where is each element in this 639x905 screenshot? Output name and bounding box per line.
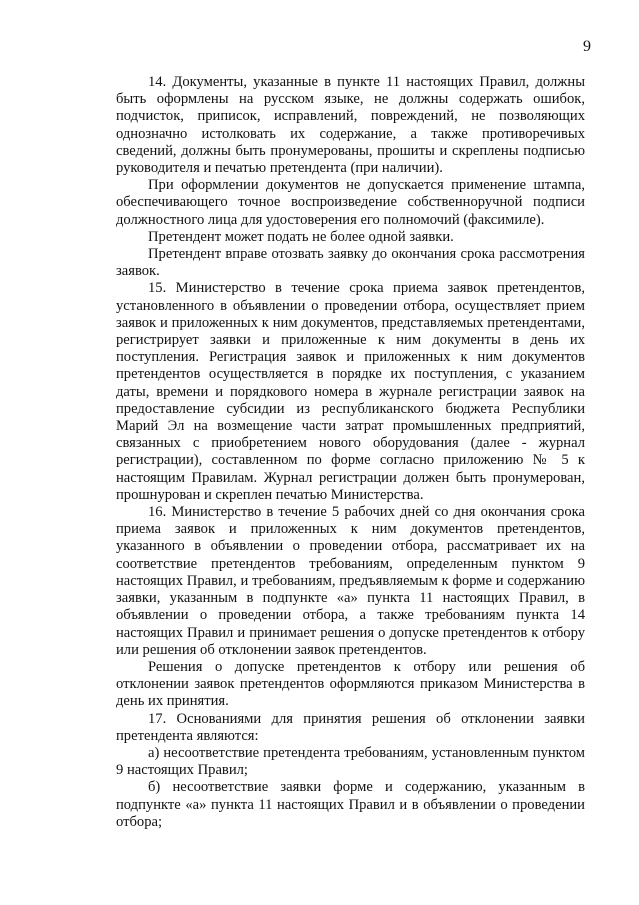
paragraph-subitem-a: а) несоответствие претендента требованиям, установленным пунктом 9 настоящих Правил; [116, 744, 585, 779]
paragraph-decisions: Решения о допуске претендентов к отбору или решения об отклонении заявок претендентов оформляются приказом Министерства в день их принятия. [116, 658, 585, 710]
document-body [116, 74, 585, 831]
paragraph-subitem-b: б) несоответствие заявки форме и содержанию, указанным в подпункте «а» пункта 11 настоящих Правил и в объявлении о проведении отбора; [116, 779, 585, 830]
paragraph-one-application: Претендент может подать не более одной заявки. [148, 228, 454, 245]
paragraph-item-15: 15. Министерство в течение срока приема заявок претендентов, установленного в объявлении о проведении отбора, осуществляет прием заявок и приложенных к ним документов, представляемых претендентами, регистрирует заявки и приложенные к ним документы в день их поступления. Регистрация заявок и приложенных к ним документов претендентов осуществляется в порядке их поступления, с указанием даты, времени и порядкового номера в журнале регистрации заявок на предоставление субсидии из республиканского бюджета Республики Марий Эл на возмещение части затрат промышленных предприятий, связанных с приобретением нового оборудования (далее - журнал регистрации), составленном по форме согласно приложению № 5 к настоящим Правилам. Журнал регистрации должен быть пронумерован, прошнурован и скреплен печатью Министерства. [116, 280, 585, 503]
paragraph-withdraw: Претендент вправе отозвать заявку до окончания срока рассмотрения заявок. [116, 246, 585, 280]
page-number: 9 [583, 38, 591, 55]
paragraph-item-16: 16. Министерство в течение 5 рабочих дней со дня окончания срока приема заявок и приложенных к ним документов претендентов, указанного в объявлении о проведении отбора, рассматривает их на соответствие претендентов требованиям, определенным пунктом 9 настоящих Правил, и требованиям, предъявляемым к форме и содержанию заявки, указанным в подпункте «а» пункта 11 настоящих Правил, в объявлении о проведении отбора, а также требованиям пункта 14 настоящих Правил и принимает решения о допуске претендентов к отбору или решения об отклонении заявок претендентов. [116, 504, 585, 658]
paragraph-item-14: 14. Документы, указанные в пункте 11 настоящих Правил, должны быть оформлены на русском языке, не должны содержать ошибок, подчисток, приписок, исправлений, повреждений, не позволяющих однозначно истолковать их содержание, а также противоречивых сведений, должны быть пронумерованы, прошиты и скреплены подписью руководителя и печатью претендента (при наличии). [116, 74, 585, 177]
paragraph-item-17: 17. Основаниями для принятия решения об отклонении заявки претендента являются: [116, 710, 585, 744]
paragraph-facsimile: При оформлении документов не допускается применение штампа, обеспечивающего точное воспроизведение собственноручной подписи должностного лица для удостоверения его полномочий (факсимиле). [116, 177, 585, 228]
